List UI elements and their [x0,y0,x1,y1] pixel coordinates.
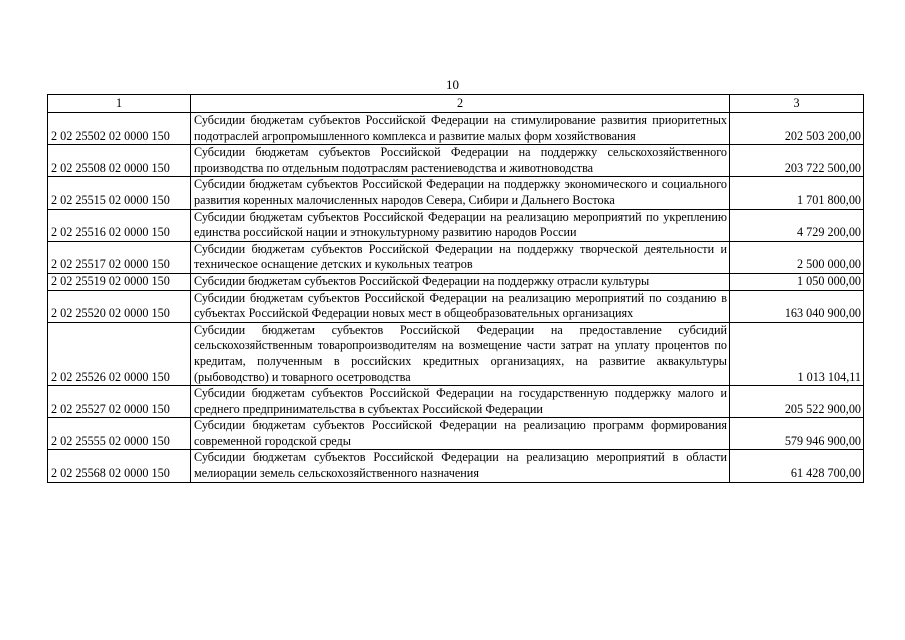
table-row [48,145,864,177]
row-code: 2 02 25568 02 0000 150 [48,450,191,482]
row-amount: 61 428 700,00 [730,450,864,482]
row-code: 2 02 25508 02 0000 150 [48,145,191,177]
row-code: 2 02 25515 02 0000 150 [48,177,191,209]
row-amount: 203 722 500,00 [730,145,864,177]
row-code: 2 02 25555 02 0000 150 [48,418,191,450]
table-row [48,241,864,273]
row-description: Субсидии бюджетам субъектов Российской Федерации на предоставление субсидий сельскохозяйственным товаропроизводителям на возмещение части затрат на уплату процентов по кредитам, полученным в российских кредитных организациях, на развитие аквакультуры (рыбоводство) и товарного осетроводства [191,322,730,385]
page-number: 10 [446,77,459,92]
table-header-row [48,95,864,113]
row-amount: 4 729 200,00 [730,209,864,241]
table-row [48,450,864,482]
row-description: Субсидии бюджетам субъектов Российской Федерации на реализацию мероприятий в области мелиорации земель сельскохозяйственного назначения [191,450,730,482]
row-description: Субсидии бюджетам субъектов Российской Федерации на государственную поддержку малого и среднего предпринимательства в субъектах Российской Федерации [191,386,730,418]
table-row [48,209,864,241]
row-amount: 2 500 000,00 [730,241,864,273]
row-code: 2 02 25527 02 0000 150 [48,386,191,418]
column-header-amount: 3 [730,95,864,113]
row-code: 2 02 25520 02 0000 150 [48,290,191,322]
column-header-code: 1 [48,95,191,113]
table-row [48,177,864,209]
row-amount: 1 050 000,00 [730,273,864,290]
table-row [48,418,864,450]
row-code: 2 02 25526 02 0000 150 [48,322,191,385]
row-description: Субсидии бюджетам субъектов Российской Федерации на поддержку творческой деятельности и техническое оснащение детских и кукольных театров [191,241,730,273]
row-description: Субсидии бюджетам субъектов Российской Федерации на поддержку сельскохозяйственного производства по отдельным подотраслям растениеводства и животноводства [191,145,730,177]
table-row [48,322,864,385]
row-description: Субсидии бюджетам субъектов Российской Федерации на реализацию программ формирования современной городской среды [191,418,730,450]
row-amount: 202 503 200,00 [730,113,864,145]
row-amount: 1 013 104,11 [730,322,864,385]
row-amount: 1 701 800,00 [730,177,864,209]
column-header-description: 2 [191,95,730,113]
row-description: Субсидии бюджетам субъектов Российской Федерации на стимулирование развития приоритетных подотраслей агропромышленного комплекса и развитие малых форм хозяйствования [191,113,730,145]
row-code: 2 02 25502 02 0000 150 [48,113,191,145]
row-amount: 579 946 900,00 [730,418,864,450]
table-row [48,290,864,322]
row-code: 2 02 25519 02 0000 150 [48,273,191,290]
row-description: Субсидии бюджетам субъектов Российской Федерации на поддержку отрасли культуры [191,273,730,290]
budget-table [47,94,864,483]
table-row [48,386,864,418]
row-description: Субсидии бюджетам субъектов Российской Федерации на реализацию мероприятий по укреплению единства российской нации и этнокультурному развитию народов России [191,209,730,241]
row-description: Субсидии бюджетам субъектов Российской Федерации на поддержку экономического и социального развития коренных малочисленных народов Севера, Сибири и Дальнего Востока [191,177,730,209]
row-description: Субсидии бюджетам субъектов Российской Федерации на реализацию мероприятий по созданию в субъектах Российской Федерации новых мест в общеобразовательных организациях [191,290,730,322]
table-row [48,273,864,290]
row-code: 2 02 25516 02 0000 150 [48,209,191,241]
row-code: 2 02 25517 02 0000 150 [48,241,191,273]
row-amount: 205 522 900,00 [730,386,864,418]
table-row [48,113,864,145]
row-amount: 163 040 900,00 [730,290,864,322]
